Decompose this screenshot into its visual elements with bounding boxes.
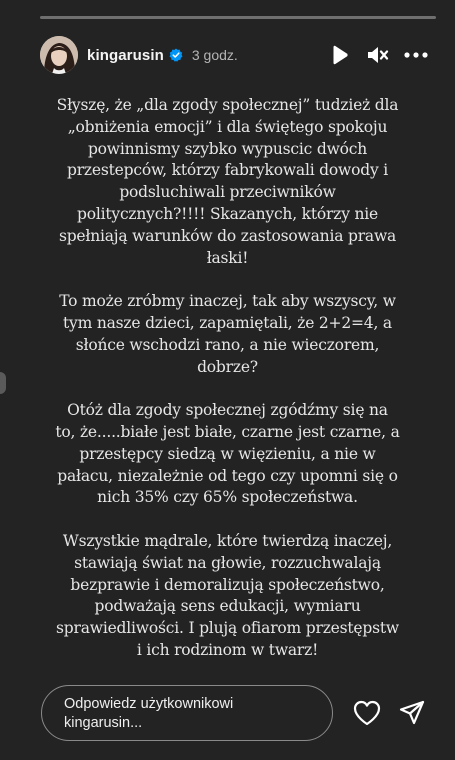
more-options-button[interactable] [402, 41, 430, 69]
story-header [40, 35, 440, 75]
post-time: 3 godz. [191, 47, 238, 63]
more-options-icon [404, 52, 428, 58]
avatar-image [40, 36, 78, 74]
play-icon [331, 45, 349, 65]
speaker-muted-icon [367, 45, 389, 65]
story-progress-bar [40, 16, 436, 19]
verified-badge-icon [169, 48, 183, 62]
story-paragraph-1: Słyszę, że „dla zgody społecznej” tudzież dla „obniżenia emocji” i dla świętego spokoju powinnismy szybko wypuscic dwóch przestepców, którzy fabrykowali dowody i podsluchiwali przeciwników politycznych?!!!! Skazanych, którzy nie spełniają warunków do zastosowania prawa łaski! [56, 96, 399, 267]
username[interactable]: kingarusin [87, 46, 164, 64]
heart-icon [353, 700, 381, 726]
like-button[interactable] [351, 697, 383, 729]
reply-input[interactable]: Odpowiedz użytkownikowi kingarusin... [41, 685, 333, 741]
story-text [55, 95, 400, 684]
paper-plane-icon [399, 700, 425, 726]
story-paragraph-4: Wszystkie mądrale, które twierdzą inaczej, stawiają świat na głowie, rozzuchwalają bezprawie i demoralizują społeczeństwo, podważają sens edukacji, wymiaru sprawiedliwości. I plują ofiarom przestępstw i ich rodzinom w twarz! [56, 531, 399, 659]
scroll-handle[interactable] [0, 372, 6, 394]
play-button[interactable] [326, 41, 354, 69]
story-paragraph-3: Otóż dla zgody społecznej zgódźmy się na to, że.....białe jest białe, czarne jest czarne, a przestępcy siedzą w więzieniu, a nie w pałacu, niezależnie od tego czy upomni się o nich 35% czy 65% społeczeństwa. [55, 401, 400, 507]
mute-button[interactable] [364, 41, 392, 69]
share-button[interactable] [396, 697, 428, 729]
story-controls [316, 41, 430, 69]
story-paragraph-2: To może zróbmy inaczej, tak aby wszyscy, w tym nasze dzieci, zapamiętali, że 2+2=4, a słońce wschodzi rano, a nie wieczorem, dobrze? [59, 292, 396, 376]
avatar[interactable] [40, 36, 78, 74]
